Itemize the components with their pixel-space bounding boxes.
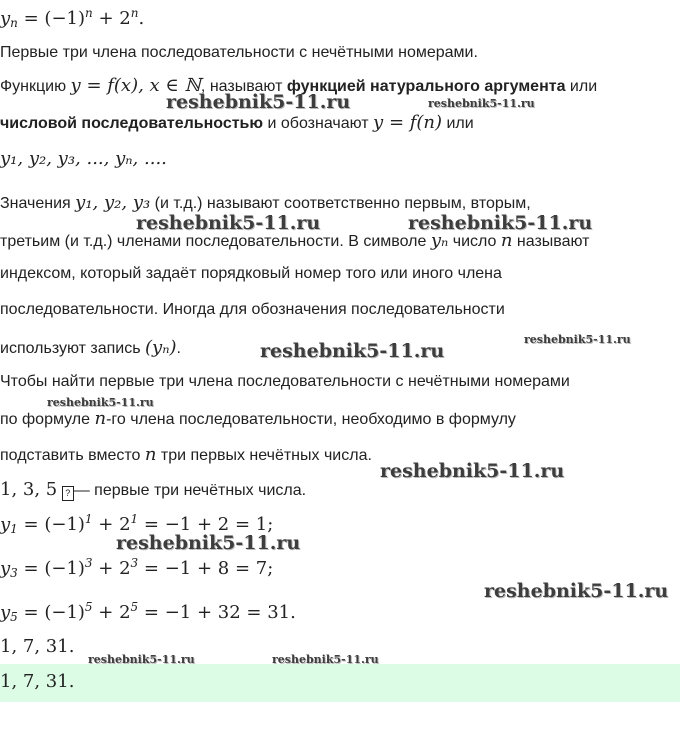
- math: = −1 + 2 = 1;: [138, 514, 274, 535]
- method-line-3: [0, 444, 372, 465]
- math: = −1 + 8 = 7;: [138, 558, 274, 579]
- text: .: [176, 340, 181, 357]
- watermark: reshebnik5-11.ru: [47, 396, 154, 409]
- watermark: reshebnik5-11.ru: [166, 91, 351, 113]
- text: называют: [512, 233, 590, 250]
- text: или: [442, 115, 474, 132]
- formula-end: .: [138, 8, 145, 29]
- odd-numbers-line: [0, 479, 306, 501]
- watermark: reshebnik5-11.ru: [116, 532, 301, 554]
- calc-y3: [0, 556, 273, 580]
- formula-y: y: [0, 8, 11, 29]
- subscript: 1: [10, 522, 18, 536]
- method-line-2: [0, 408, 516, 429]
- text: (и т.д.) называют соответственно первым, вторым,: [150, 195, 531, 212]
- math: n: [94, 408, 107, 429]
- math: + 2: [92, 558, 131, 579]
- math: = (−1): [17, 558, 85, 579]
- watermark: reshebnik5-11.ru: [380, 460, 565, 482]
- text: подставить вместо: [0, 447, 145, 464]
- values-line-1: [0, 192, 531, 213]
- math: + 2: [92, 602, 131, 623]
- text: третьим (и т.д.) членами последовательности. В символе: [0, 233, 431, 250]
- math: n: [144, 444, 157, 465]
- math: y = f(n): [373, 112, 443, 133]
- formula-exponent: n: [85, 6, 93, 20]
- math: = (−1): [17, 514, 85, 535]
- math: = −1 + 32 = 31.: [138, 602, 296, 623]
- watermark: reshebnik5-11.ru: [272, 653, 379, 666]
- definition-line-2: [0, 112, 474, 133]
- text: или: [565, 78, 598, 95]
- subscript: 5: [10, 610, 18, 624]
- watermark: reshebnik5-11.ru: [88, 653, 195, 666]
- watermark: reshebnik5-11.ru: [136, 212, 321, 234]
- text: Функцию: [0, 78, 71, 95]
- exponent: 3: [84, 556, 93, 570]
- formula-subscript: n: [10, 16, 18, 30]
- formula-plus: + 2: [92, 8, 131, 29]
- result-line: 1, 7, 31.: [0, 636, 75, 657]
- math: yₙ: [430, 230, 449, 251]
- math: y: [0, 514, 11, 535]
- math: = (−1): [17, 602, 85, 623]
- math: y₁, y₂, y₃: [75, 192, 151, 213]
- values-line-3: индексом, который задаёт порядковый номер того или иного члена: [0, 265, 502, 282]
- sequence-notation: y₁, y₂, y₃, ..., yₙ, ....: [0, 148, 167, 169]
- bold-term: функцией натурального аргумента: [286, 78, 566, 95]
- text: число: [448, 233, 501, 250]
- header-formula: [0, 6, 144, 30]
- exponent: 5: [84, 600, 93, 614]
- text: , называют: [200, 78, 287, 95]
- text: используют запись: [0, 340, 146, 357]
- exponent: 5: [130, 600, 139, 614]
- math: y: [0, 602, 11, 623]
- exponent: 1: [84, 512, 93, 526]
- formula-exponent-2: n: [130, 6, 139, 20]
- text: и обозначают: [263, 115, 374, 132]
- text: -го члена последовательности, необходимо в формулу: [106, 411, 516, 428]
- watermark: reshebnik5-11.ru: [524, 333, 631, 346]
- intro-text: Первые три члена последовательности с нечётными номерами.: [0, 44, 478, 61]
- answer-box: [0, 664, 680, 702]
- watermark: reshebnik5-11.ru: [408, 212, 593, 234]
- missing-glyph-icon: ?: [62, 486, 74, 501]
- values-line-4: последовательности. Иногда для обозначения последовательности: [0, 301, 505, 318]
- text: по формуле: [0, 411, 95, 428]
- text: — первые три нечётных числа.: [73, 482, 307, 499]
- math: n: [500, 230, 513, 251]
- exponent: 3: [130, 556, 139, 570]
- answer-value: 1, 7, 31.: [0, 671, 75, 692]
- values-line-5: [0, 337, 181, 358]
- math: y = f(x), x ∈ ℕ: [70, 75, 201, 96]
- math: 1, 3, 5: [0, 479, 58, 500]
- method-line-1: Чтобы найти первые три члена последовательности с нечётными номерами: [0, 373, 570, 390]
- calc-y5: [0, 600, 296, 624]
- text: три первых нечётных числа.: [156, 447, 372, 464]
- exponent: 1: [130, 512, 139, 526]
- math: (yₙ): [145, 337, 177, 358]
- bold-term: числовой последовательностью: [0, 115, 264, 132]
- watermark: reshebnik5-11.ru: [428, 97, 535, 110]
- math: y: [0, 558, 11, 579]
- watermark: reshebnik5-11.ru: [484, 580, 669, 602]
- text: Значения: [0, 195, 76, 212]
- watermark: reshebnik5-11.ru: [260, 340, 445, 362]
- formula-base: = (−1): [17, 8, 86, 29]
- math: + 2: [92, 514, 131, 535]
- subscript: 3: [10, 566, 18, 580]
